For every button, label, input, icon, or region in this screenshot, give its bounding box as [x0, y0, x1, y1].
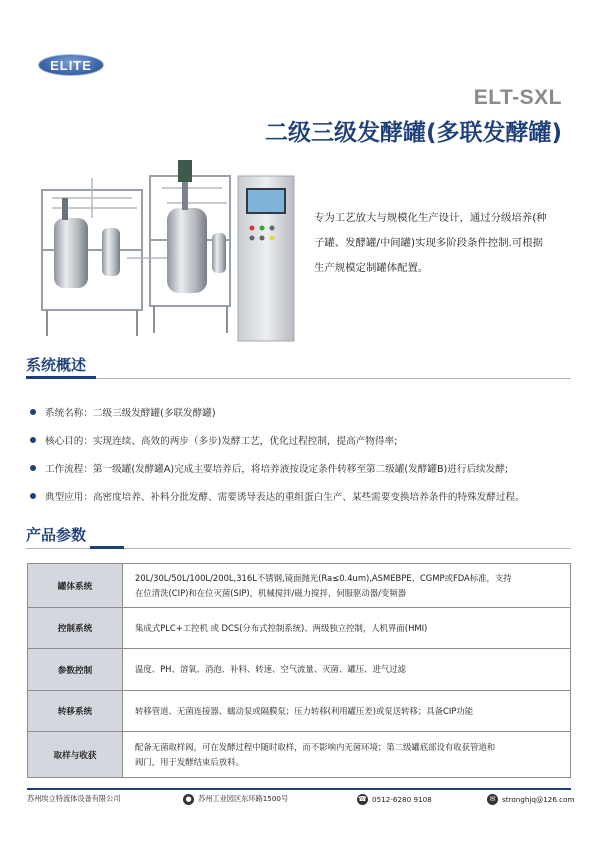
intro-line: 专为工艺放大与规模化生产设计，通过分级培养(种	[314, 212, 547, 224]
logo-text: ELITE	[50, 57, 92, 73]
overview-divider	[26, 378, 571, 379]
row-value	[123, 691, 571, 732]
params-table	[27, 563, 571, 778]
table-row	[28, 649, 571, 691]
intro-text	[314, 206, 566, 281]
intro-line: 生产规模定制罐体配置。	[314, 262, 429, 274]
overview-heading: 系统概述	[26, 356, 87, 374]
list-item	[30, 398, 575, 426]
phone-text: 0512-6280 9108	[372, 794, 432, 804]
footer-phone	[357, 792, 432, 806]
phone-icon: ☎	[358, 795, 367, 803]
product-photo	[32, 158, 302, 343]
address-text: 苏州工业园区东环路1500号	[198, 794, 289, 803]
overview-accent-line	[26, 376, 96, 379]
row-value-line: 转移管道、无菌连接器、蠕动泵或隔膜泵；压力转移(利用罐压差)或泵送转移；具备CIP功能	[135, 705, 474, 716]
intro-line: 子罐、发酵罐/中间罐)实现多阶段条件控制.可根据	[314, 237, 544, 249]
params-heading: 产品参数	[26, 526, 87, 544]
row-value-line: 阀门，用于发酵结束后放料。	[135, 756, 244, 767]
footer-divider	[27, 788, 571, 790]
row-value	[123, 564, 571, 608]
table-row	[28, 564, 571, 608]
row-value	[123, 608, 571, 649]
bullet-icon	[30, 437, 36, 443]
row-label: 转移系统	[28, 691, 123, 732]
footer	[27, 792, 575, 806]
footer-email	[487, 792, 575, 806]
email-icon: ✉	[487, 794, 498, 805]
list-item-text: 典型应用：高密度培养、补料分批发酵、需要诱导表达的重组蛋白生产、某些需要变换培养条件的特殊发酵过程。	[45, 492, 525, 503]
row-value-line: 配备无菌取样阀，可在发酵过程中随时取样，而不影响内无菌环境；第二级罐底部设有收获管道和	[135, 741, 496, 752]
row-value	[123, 732, 571, 778]
list-item	[30, 482, 575, 510]
row-label: 取样与收获	[28, 732, 123, 778]
bullet-icon	[30, 465, 36, 471]
row-value-line: 20L/30L/50L/100L/200L,316L不锈钢,镜面抛光(Ra≤0.4um),ASMEBPE、CGMP或FDA标准，支持	[135, 572, 512, 583]
list-item	[30, 454, 575, 482]
row-value-line: 温度、PH、溶氧、消泡、补料、转速、空气流量、灭菌、罐压、进气过滤	[135, 664, 406, 674]
row-value-line: 集成式PLC+工控机 或 DCS(分布式控制系统)、两级独立控制，人机界面(HMI)	[135, 622, 428, 633]
table-row	[28, 691, 571, 732]
footer-address	[183, 792, 288, 806]
model-number: ELT-SXL	[473, 86, 562, 109]
list-item-text: 系统名称：二级三级发酵罐(多联发酵罐)	[45, 408, 216, 419]
list-item-text: 核心目的：实现连续、高效的两步（多步)发酵工艺，优化过程控制，提高产物得率;	[45, 436, 398, 447]
overview-list	[30, 398, 575, 510]
list-item	[30, 426, 575, 454]
product-title: 二级三级发酵罐(多联发酵罐)	[264, 120, 562, 146]
params-accent-line	[90, 546, 124, 549]
row-value	[123, 649, 571, 691]
table-row	[28, 732, 571, 778]
table-row	[28, 608, 571, 649]
elite-logo	[38, 54, 104, 76]
bullet-icon	[30, 409, 36, 415]
row-label: 控制系统	[28, 608, 123, 649]
row-value-line: 在位清洗(CIP)和在位灭菌(SIP)，机械搅拌/磁力搅拌，伺服驱动器/变频器	[135, 587, 407, 598]
email-text[interactable]: stronghjq@126.com	[502, 794, 575, 804]
location-pin-icon: ●	[183, 794, 194, 805]
footer-company	[27, 792, 120, 806]
company-name: 苏州埃立特流体设备有限公司	[27, 794, 121, 803]
row-label: 罐体系统	[28, 564, 123, 608]
list-item-text: 工作流程：第一级罐(发酵罐A)完成主要培养后，将培养液按设定条件转移至第二级罐(发酵罐B)进行后续发酵;	[45, 464, 509, 475]
bullet-icon	[30, 493, 36, 499]
row-label: 参数控制	[28, 649, 123, 691]
